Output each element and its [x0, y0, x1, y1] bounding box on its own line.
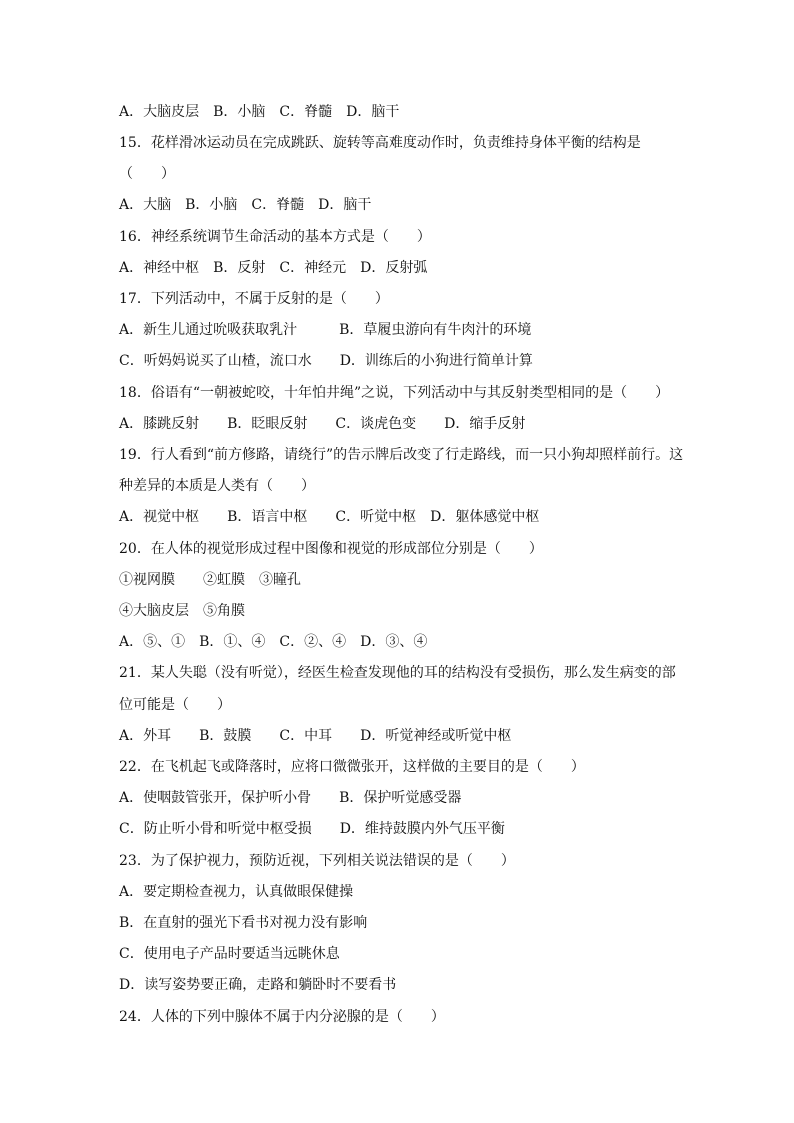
choice-list-line: ④大脑皮层 ⑤角膜	[119, 603, 245, 619]
option-line: A．膝跳反射 B．眨眼反射 C．谈虎色变 D．缩手反射	[119, 416, 526, 432]
option-line: A．新生儿通过吮吸获取乳汁 B．草履虫游向有牛肉汁的环境	[119, 322, 532, 338]
option-line: B．在直射的强光下看书对视力没有影响	[119, 915, 368, 931]
option-line: A．使咽鼓管张开，保护听小骨 B．保护听觉感受器	[119, 790, 462, 806]
question-15-text: 15．花样滑冰运动员在完成跳跃、旋转等高难度动作时，负责维持身体平衡的结构是	[119, 135, 641, 151]
option-line: C．防止听小骨和听觉中枢受损 D．维持鼓膜内外气压平衡	[119, 821, 505, 837]
option-line: A．要定期检查视力，认真做眼保健操	[119, 884, 354, 900]
question-21-text-cont: 位可能是（ ）	[119, 697, 231, 713]
question-24-text: 24．人体的下列中腺体不属于内分泌腺的是（ ）	[119, 1009, 445, 1025]
option-line: D．读写姿势要正确，走路和躺卧时不要看书	[119, 977, 397, 993]
question-15-paren: （ ）	[119, 166, 175, 182]
option-line: A．大脑皮层 B．小脑 C．脊髓 D．脑干	[119, 104, 400, 120]
question-19-text: 19．行人看到“前方修路，请绕行”的告示牌后改变了行走路线，而一只小狗却照样前行。这	[119, 447, 684, 463]
choice-list-line: ①视网膜 ②虹膜 ③瞳孔	[119, 572, 301, 588]
question-17-text: 17．下列活动中，不属于反射的是（ ）	[119, 291, 389, 307]
option-line: C．使用电子产品时要适当远眺休息	[119, 946, 340, 962]
question-23-text: 23．为了保护视力，预防近视，下列相关说法错误的是（ ）	[119, 853, 515, 869]
option-line: C．听妈妈说买了山楂，流口水 D．训练后的小狗进行简单计算	[119, 353, 533, 369]
question-19-text-cont: 种差异的本质是人类有（ ）	[119, 478, 315, 494]
option-line: A．⑤、① B．①、④ C．②、④ D．③、④	[119, 634, 428, 650]
option-line: A．外耳 B．鼓膜 C．中耳 D．听觉神经或听觉中枢	[119, 728, 512, 744]
option-line: A．视觉中枢 B．语言中枢 C．听觉中枢 D．躯体感觉中枢	[119, 509, 540, 525]
question-16-text: 16．神经系统调节生命活动的基本方式是（ ）	[119, 229, 431, 245]
question-22-text: 22．在飞机起飞或降落时，应将口微微张开，这样做的主要目的是（ ）	[119, 759, 585, 775]
question-18-text: 18．俗语有“一朝被蛇咬，十年怕井绳”之说，下列活动中与其反射类型相同的是（ ）	[119, 385, 670, 401]
option-line: A．神经中枢 B．反射 C．神经元 D．反射弧	[119, 260, 428, 276]
question-20-text: 20．在人体的视觉形成过程中图像和视觉的形成部位分别是（ ）	[119, 541, 543, 557]
question-21-text: 21．某人失聪（没有听觉），经医生检查发现他的耳的结构没有受损伤，那么发生病变的部	[119, 665, 676, 681]
option-line: A．大脑 B．小脑 C．脊髓 D．脑干	[119, 197, 372, 213]
